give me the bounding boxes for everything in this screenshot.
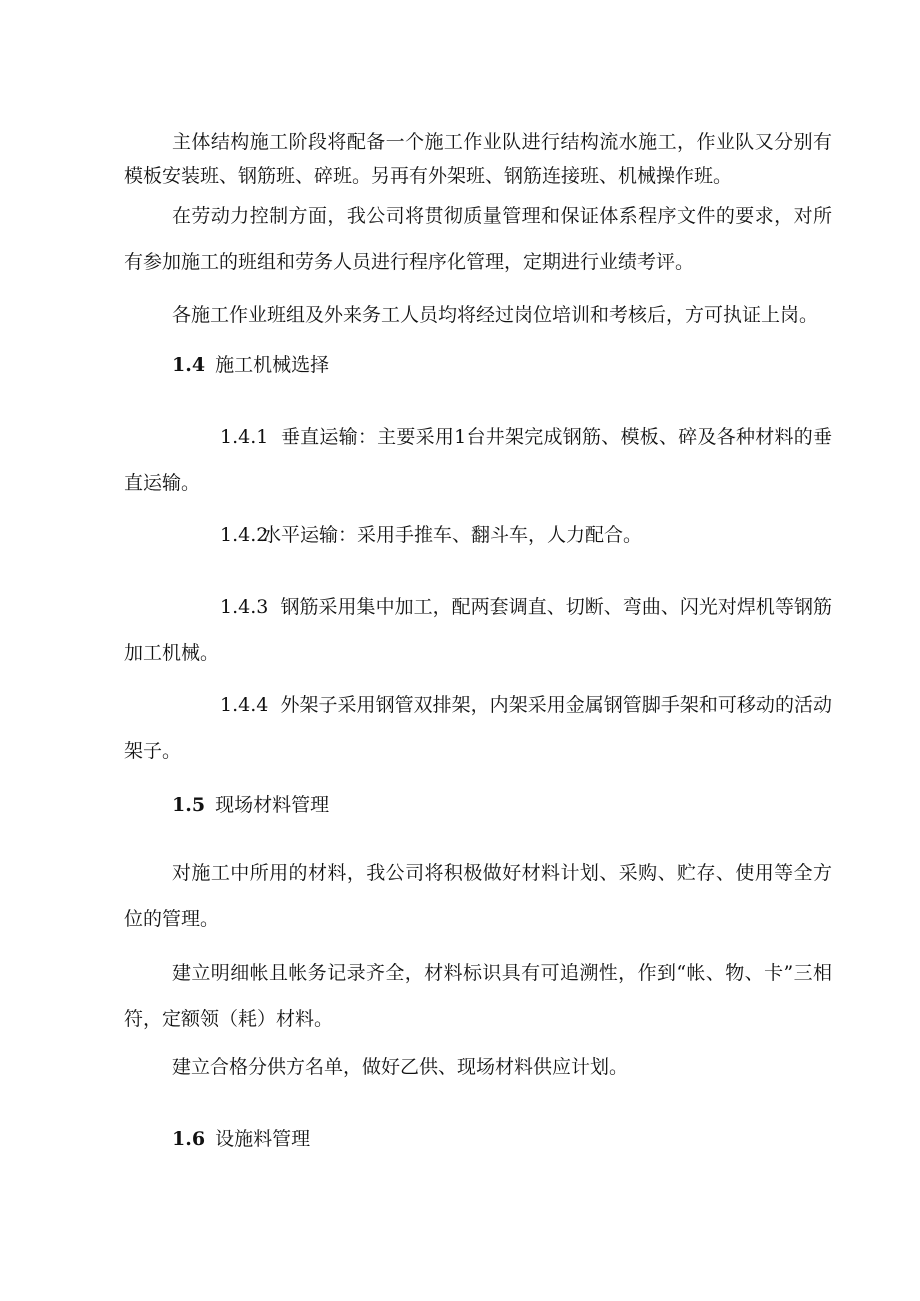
paragraph-suppliers: 建立合格分供方名单，做好乙供、现场材料供应计划。 — [172, 1056, 629, 1078]
paragraph-labor-control: 在劳动力控制方面，我公司将贯彻质量管理和保证体系程序文件的要求，对所有参加施工的班组和劳务人员进行程序化管理，定期进行业绩考评。 — [124, 205, 832, 273]
item-1-4-1 — [124, 414, 832, 506]
section-heading-1-5 — [172, 788, 880, 822]
item-number: 1.4.1 — [220, 426, 269, 448]
paragraph-material-planning: 对施工中所用的材料，我公司将积极做好材料计划、采购、贮存、使用等全方位的管理。 — [124, 862, 832, 930]
paragraph-material-records: 建立明细帐且帐务记录齐全，材料标识具有可追溯性，作到“帐、物、卡”三相符，定额领（耗）材料。 — [124, 962, 832, 1030]
item-text: 钢筋采用集中加工，配两套调直、切断、弯曲、闪光对焊机等钢筋加工机械。 — [124, 596, 832, 664]
paragraph-training: 各施工作业班组及外来务工人员均将经过岗位培训和考核后，方可执证上岗。 — [172, 304, 819, 326]
item-number: 1.4.2 — [220, 524, 269, 546]
section-heading-1-6 — [172, 1122, 880, 1156]
section-title: 施工机械选择 — [215, 354, 330, 376]
item-1-4-3 — [124, 584, 832, 676]
section-heading-1-4 — [172, 348, 880, 382]
section-number: 1.5 — [172, 794, 206, 816]
item-text: 外架子采用钢管双排架，内架采用金属钢管脚手架和可移动的活动架子。 — [124, 694, 832, 762]
paragraph-structure-team: 主体结构施工阶段将配备一个施工作业队进行结构流水施工，作业队又分别有模板安装班、钢筋班、碎班。另再有外架班、钢筋连接班、机械操作班。 — [124, 131, 832, 187]
item-text: 垂直运输：主要采用1台井架完成钢筋、模板、碎及各种材料的垂直运输。 — [124, 426, 832, 494]
section-number: 1.6 — [172, 1128, 206, 1150]
section-number: 1.4 — [172, 354, 206, 376]
section-title: 现场材料管理 — [215, 794, 330, 816]
item-number: 1.4.3 — [220, 596, 269, 618]
item-1-4-4 — [124, 682, 832, 774]
item-number: 1.4.4 — [220, 694, 269, 716]
item-text: 水平运输：采用手推车、翻斗车，人力配合。 — [262, 524, 643, 546]
item-1-4-2 — [124, 512, 832, 558]
section-title: 设施料管理 — [215, 1128, 311, 1150]
